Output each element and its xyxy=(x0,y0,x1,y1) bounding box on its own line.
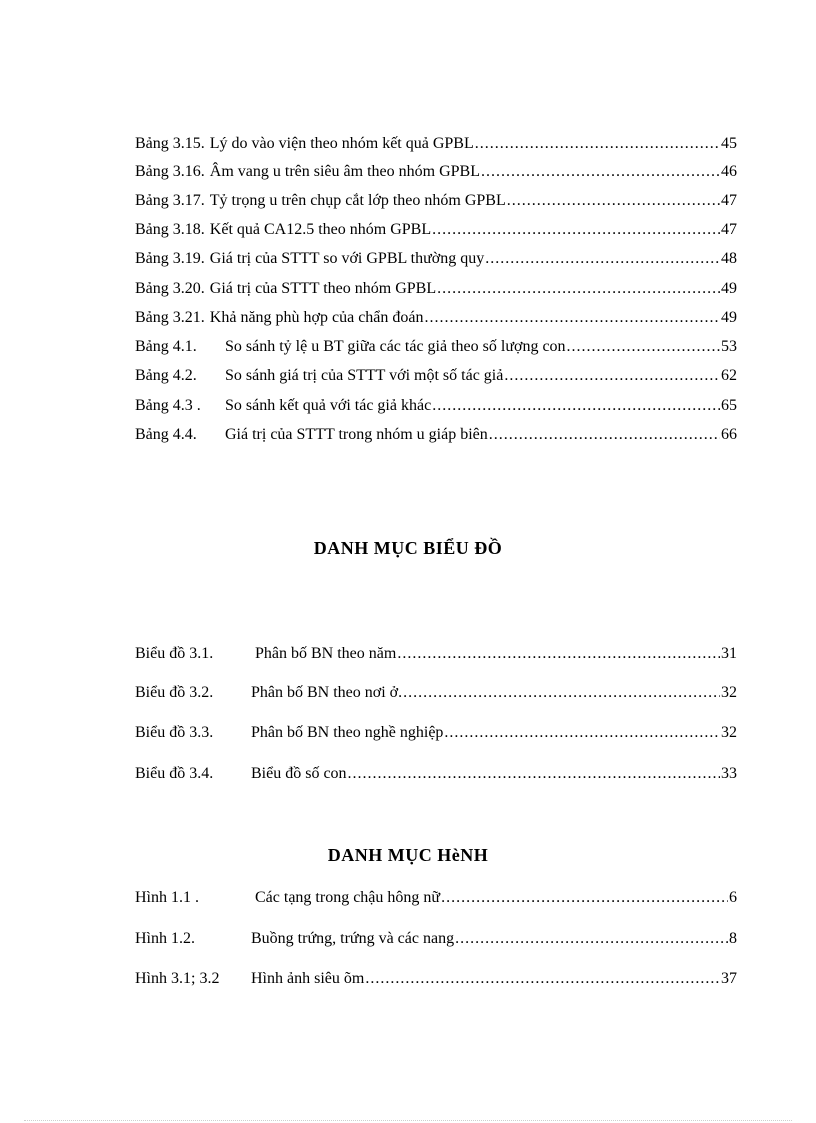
entry-title: Khả năng phù hợp của chẩn đoán xyxy=(209,309,424,326)
entry-page: 47 xyxy=(721,221,737,238)
table-entry xyxy=(135,219,737,241)
figures-heading: DANH MỤC HèNH xyxy=(327,845,489,865)
leader-dots xyxy=(432,395,720,417)
leader-dots xyxy=(444,722,720,744)
entry-title: Kết quả CA12.5 theo nhóm GPBL xyxy=(209,221,432,238)
entry-title: So sánh kết quả với tác giả khác xyxy=(225,397,432,414)
entry-page: 6 xyxy=(729,889,737,906)
entry-title: Biểu đồ số con xyxy=(251,765,347,782)
leader-dots xyxy=(475,133,720,155)
entry-page: 31 xyxy=(721,645,737,662)
table-entry xyxy=(135,336,737,358)
leader-dots xyxy=(504,365,720,387)
entry-page: 45 xyxy=(721,135,737,152)
entry-title: Phân bố BN theo nơi ở. xyxy=(251,684,403,701)
table-entry xyxy=(135,365,737,387)
figure-entry xyxy=(135,928,737,950)
entry-label: Bảng 3.19. xyxy=(135,250,205,267)
entry-label: Bảng 4.4. xyxy=(135,426,197,443)
leader-dots xyxy=(489,424,720,446)
entry-label: Biểu đồ 3.3. xyxy=(135,724,214,741)
entry-title: So sánh giá trị của STTT với một số tác giả xyxy=(225,367,504,384)
entry-title: Hình ảnh siêu õm xyxy=(251,970,365,987)
leader-dots xyxy=(481,161,720,183)
table-entry xyxy=(135,278,737,300)
entry-title: Phân bố BN theo năm xyxy=(255,645,397,662)
entry-label: Bảng 4.2. xyxy=(135,367,197,384)
entry-page: 47 xyxy=(721,192,737,209)
chart-entry xyxy=(135,643,737,665)
leader-dots xyxy=(567,336,720,358)
entry-page: 8 xyxy=(729,930,737,947)
table-entry xyxy=(135,190,737,212)
entry-title: Phân bố BN theo nghề nghiệp xyxy=(251,724,444,741)
chart-entry xyxy=(135,722,737,744)
table-entry xyxy=(135,395,737,417)
leader-dots xyxy=(403,682,720,704)
figure-entry xyxy=(135,887,737,909)
entry-page: 37 xyxy=(721,970,737,987)
entry-title: Tỷ trọng u trên chụp cắt lớp theo nhóm GPBL xyxy=(209,192,506,209)
entry-title: Các tạng trong chậu hông nữ xyxy=(255,889,441,906)
table-entry xyxy=(135,133,737,155)
entry-label: Bảng 3.15. xyxy=(135,135,205,152)
entry-label: Biểu đồ 3.4. xyxy=(135,765,214,782)
leader-dots xyxy=(397,643,720,665)
entry-label: Bảng 3.17. xyxy=(135,192,205,209)
table-entry xyxy=(135,424,737,446)
entry-page: 33 xyxy=(721,765,737,782)
entry-title: So sánh tỷ lệ u BT giữa các tác giả theo số lượng con xyxy=(225,338,566,355)
table-entry xyxy=(135,248,737,270)
entry-page: 46 xyxy=(721,163,737,180)
entry-title: Lý do vào viện theo nhóm kết quả GPBL xyxy=(209,135,474,152)
entry-label: Bảng 4.3 . xyxy=(135,397,201,414)
entry-page: 66 xyxy=(721,426,737,443)
leader-dots xyxy=(432,219,720,241)
entry-page: 32 xyxy=(721,684,737,701)
leader-dots xyxy=(507,190,720,212)
entry-title: Buồng trứng, trứng và các nang xyxy=(251,930,455,947)
leader-dots xyxy=(348,763,720,785)
entry-label: Biểu đồ 3.1. xyxy=(135,645,214,662)
leader-dots xyxy=(455,928,728,950)
chart-entry xyxy=(135,682,737,704)
leader-dots xyxy=(437,278,720,300)
entry-page: 62 xyxy=(721,367,737,384)
entry-page: 65 xyxy=(721,397,737,414)
charts-heading: DANH MỤC BIỂU ĐỒ xyxy=(313,538,503,558)
leader-dots xyxy=(425,307,720,329)
page-bottom-border xyxy=(24,1120,792,1121)
entry-label: Hình 1.2. xyxy=(135,930,195,947)
leader-dots xyxy=(485,248,720,270)
entry-label: Hình 1.1 . xyxy=(135,889,199,906)
leader-dots xyxy=(441,887,728,909)
chart-entry xyxy=(135,763,737,785)
entry-label: Bảng 3.21. xyxy=(135,309,205,326)
entry-label: Biểu đồ 3.2. xyxy=(135,684,214,701)
entry-page: 53 xyxy=(721,338,737,355)
entry-title: Giá trị của STTT theo nhóm GPBL xyxy=(209,280,437,297)
entry-label: Hình 3.1; 3.2 xyxy=(135,970,220,987)
entry-label: Bảng 3.20. xyxy=(135,280,205,297)
entry-page: 48 xyxy=(721,250,737,267)
entry-page: 49 xyxy=(721,280,737,297)
entry-page: 49 xyxy=(721,309,737,326)
table-entry xyxy=(135,161,737,183)
entry-title: Âm vang u trên siêu âm theo nhóm GPBL xyxy=(209,163,480,180)
entry-label: Bảng 4.1. xyxy=(135,338,197,355)
entry-label: Bảng 3.16. xyxy=(135,163,205,180)
leader-dots xyxy=(365,968,720,990)
entry-page: 32 xyxy=(721,724,737,741)
entry-title: Giá trị của STTT trong nhóm u giáp biên xyxy=(225,426,488,443)
figure-entry xyxy=(135,968,737,990)
table-entry xyxy=(135,307,737,329)
entry-title: Giá trị của STTT so với GPBL thường quy xyxy=(209,250,485,267)
entry-label: Bảng 3.18. xyxy=(135,221,205,238)
